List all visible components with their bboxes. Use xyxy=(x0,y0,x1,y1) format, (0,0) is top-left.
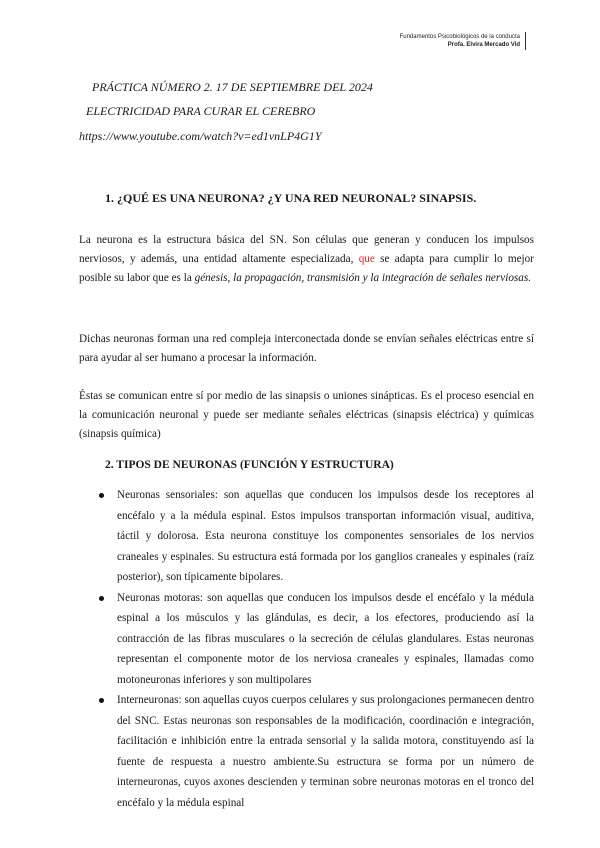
list-item-text: Neuronas sensoriales: son aquellas que conducen los impulsos desde los receptores al encéfalo y a la médula espinal. Estos impulsos transportan información visual, auditiva, táctil y dolorosa. Esta neurona constituye los componentes sensoriales de los nervios craneales y espinales. Su estructura está formada por los ganglios craneales y espinales (raíz posterior), son típicamente bipolares. xyxy=(117,489,534,583)
header-rule xyxy=(525,32,526,50)
bullet-icon xyxy=(99,596,104,601)
bullet-icon xyxy=(99,493,104,498)
para1-red-word: que xyxy=(353,253,375,265)
page-header xyxy=(400,33,520,49)
list-item xyxy=(79,690,534,813)
list-item-text: Interneuronas: son aquellas cuyos cuerpos celulares y sus prolongaciones permanecen dentro del SNC. Estas neuronas son responsables de la modificación, coordinación e integración, facilitación e inhibición entre la entrada sensorial y la salida motora, constituyendo así la fuente de respuesta a nuestro ambiente.Su estructura se forma por un número de interneuronas, cuyos axones descienden y terminan sobre neuronas motoras en el tronco del encéfalo y la médula espinal xyxy=(117,694,534,809)
video-url: https://www.youtube.com/watch?v=ed1vnLP4G1Y xyxy=(79,129,322,143)
neural-network-paragraph: Dichas neuronas forman una red compleja interconectada donde se envían señales eléctricas entre sí para ayudar al ser humano a procesar la información. xyxy=(79,333,534,364)
practice-title: PRÁCTICA NÚMERO 2. 17 DE SEPTIEMBRE DEL 2024 xyxy=(92,80,373,94)
neuron-definition-paragraph xyxy=(79,231,534,288)
para1-text-b: se adapta para cumplir lo mejor posible su labor que es la xyxy=(79,253,534,284)
para1-italic: génesis, la propagación, transmisión y la integración de señales nerviosas. xyxy=(194,272,532,284)
bullet-icon xyxy=(99,698,104,703)
synapse-paragraph: Éstas se comunican entre sí por medio de las sinapsis o uniones sinápticas. Es el proceso esencial en la comunicación neuronal y puede ser mediante señales eléctricas (sinapsis eléctrica) y químicas (sinapsis química) xyxy=(79,390,534,440)
section2-heading: 2. TIPOS DE NEURONAS (FUNCIÓN Y ESTRUCTURA) xyxy=(105,459,394,471)
para1-text-a: La neurona es la estructura básica del SN. Son células que generan y conducen los impulsos nerviosos, y además, una entidad altamente especializada, xyxy=(79,234,534,265)
topic-title: ELECTRICIDAD PARA CURAR EL CEREBRO xyxy=(86,104,316,118)
list-item xyxy=(79,588,534,691)
list-item xyxy=(79,485,534,588)
course-name: Fundamentos Psicobiológicos de la conducta xyxy=(399,34,520,40)
section1-heading: 1. ¿QUÉ ES UNA NEURONA? ¿Y UNA RED NEURONAL? SINAPSIS. xyxy=(105,191,477,205)
professor-name: Profa. Elvira Mercado Vid xyxy=(447,42,520,48)
neuron-types-list xyxy=(79,485,534,813)
list-item-text: Neuronas motoras: son aquellas que conducen los impulsos desde el encéfalo y la médula espinal a los músculos y las glándulas, es decir, a los efectores, produciendo así la contracción de las fibras musculares o la secreción de células glandulares. Estas neuronas representan el componente motor de los nerviosa craneales y espinales, llamadas como motoneuronas inferiores y son multipolares xyxy=(117,591,534,686)
